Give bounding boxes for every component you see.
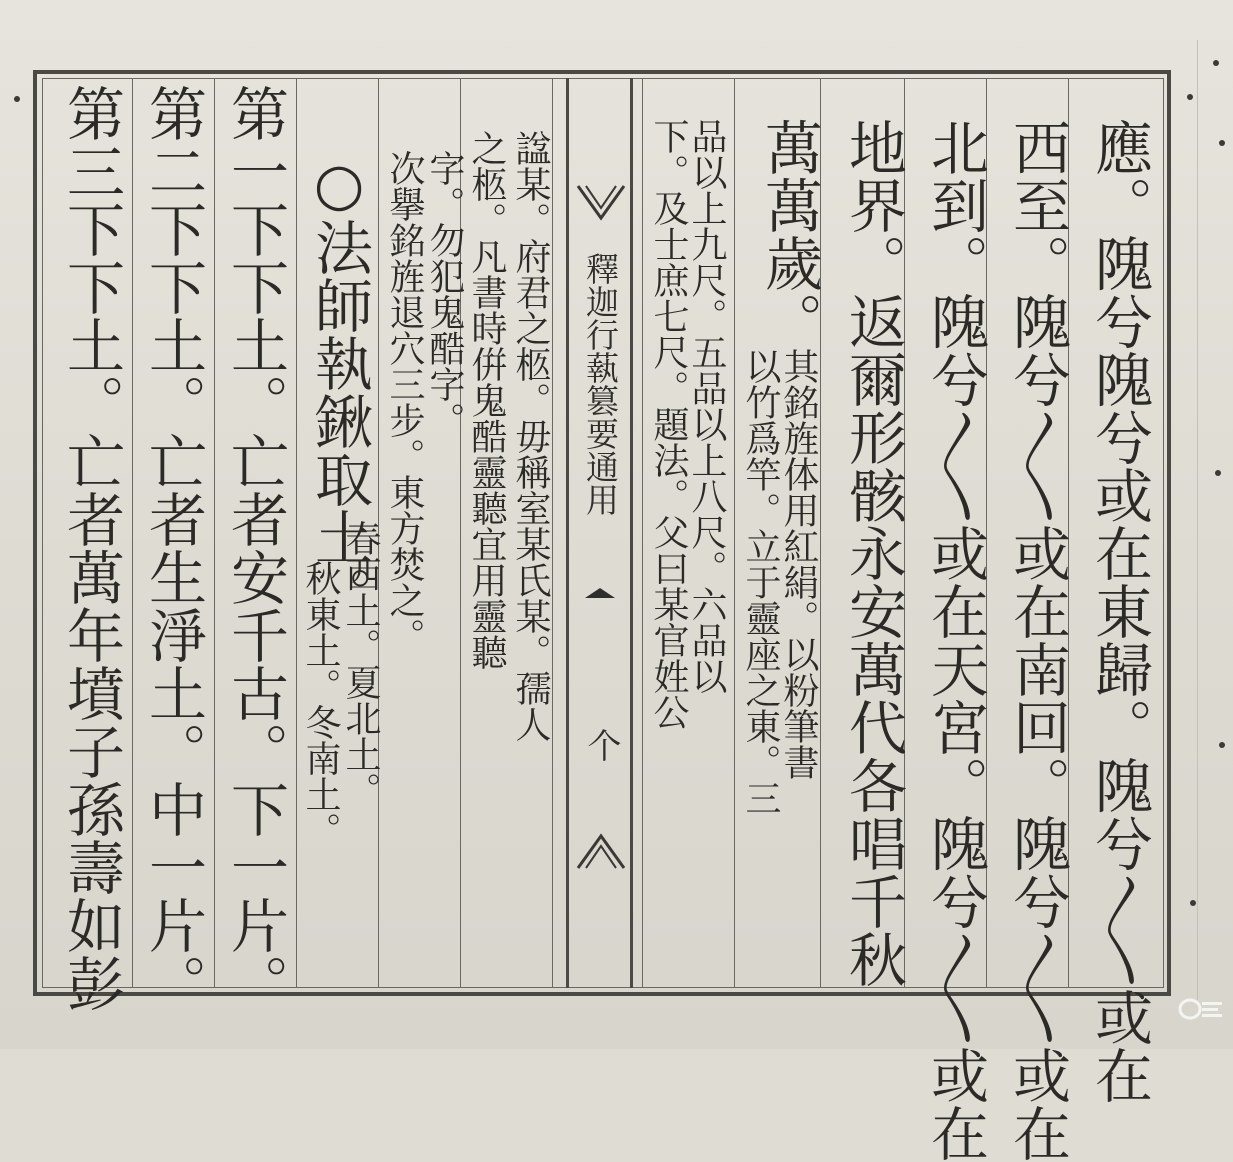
- page-fold-line: [1197, 40, 1198, 1000]
- column-rule: [734, 78, 735, 988]
- margin-dot: [1213, 60, 1219, 66]
- text-column: 西至。隗兮〳〵或在南回。隗兮〳〵或在: [1003, 118, 1071, 1162]
- annotation-column: 次擧銘旌退穴三步。東方焚之。: [384, 150, 425, 654]
- text-column: 北到。隗兮〳〵或在天宮。隗兮〳〵或在: [921, 118, 989, 1162]
- column-rule: [132, 78, 133, 988]
- annotation-column: 之柩。凡書時倂鬼酷靈聽宜用靈聽: [466, 130, 507, 670]
- text-column: 萬萬歲。: [755, 118, 823, 350]
- center-rule-left: [566, 78, 569, 988]
- center-rule-right: [630, 78, 633, 988]
- page-number: 个: [581, 728, 621, 762]
- margin-dot: [14, 96, 20, 102]
- annotation-column: 以竹爲竿。立于靈座之東。三: [740, 348, 781, 816]
- column-rule: [214, 78, 215, 988]
- margin-dot: [1215, 470, 1221, 476]
- annotation-column: 字。勿犯鬼酷字。: [424, 150, 465, 438]
- text-column: ○法師執鍬取土。: [305, 150, 373, 624]
- fish-tail-mark-icon: [585, 586, 615, 600]
- annotation-column: 春西土。夏北土。: [340, 520, 381, 808]
- annotation-column: 其銘旌体用紅絹。以粉筆書: [778, 348, 819, 780]
- annotation-column: 諡某。府君之柩。毋稱室某氏某。孺人: [510, 130, 551, 742]
- text-column: 第一下下土。亡者安千古。下一片。: [221, 84, 289, 1012]
- chevron-top-icon: [576, 182, 626, 222]
- watermark-logo-icon: [1178, 998, 1226, 1020]
- chevron-bottom-icon: [576, 832, 626, 872]
- column-rule: [642, 78, 643, 988]
- margin-dot: [1190, 900, 1196, 906]
- margin-dot: [1187, 94, 1193, 100]
- margin-dot: [1219, 140, 1225, 146]
- column-rule: [296, 78, 297, 988]
- annotation-column: 秋東土。冬南土。: [300, 560, 341, 848]
- column-rule: [552, 78, 553, 988]
- text-column: 地界。返爾形骸永安萬代各唱千秋: [839, 118, 907, 988]
- text-column: 應。隗兮隗兮或在東歸。隗兮〳〵或在: [1085, 118, 1153, 1104]
- text-column: 第二下下土。亡者生淨土。中一片。: [139, 84, 207, 1012]
- annotation-column: 品以上九尺。五品以上八尺。六品以: [686, 118, 727, 694]
- annotation-column: 下。及士庶七尺。題法。父曰某官姓公: [648, 118, 689, 730]
- center-gutter-title: 釋迦行蓻篡要通用: [581, 252, 620, 516]
- text-column: 第三下下土。亡者萬年墳子孫壽如彭: [57, 84, 125, 1012]
- margin-dot: [1219, 742, 1225, 748]
